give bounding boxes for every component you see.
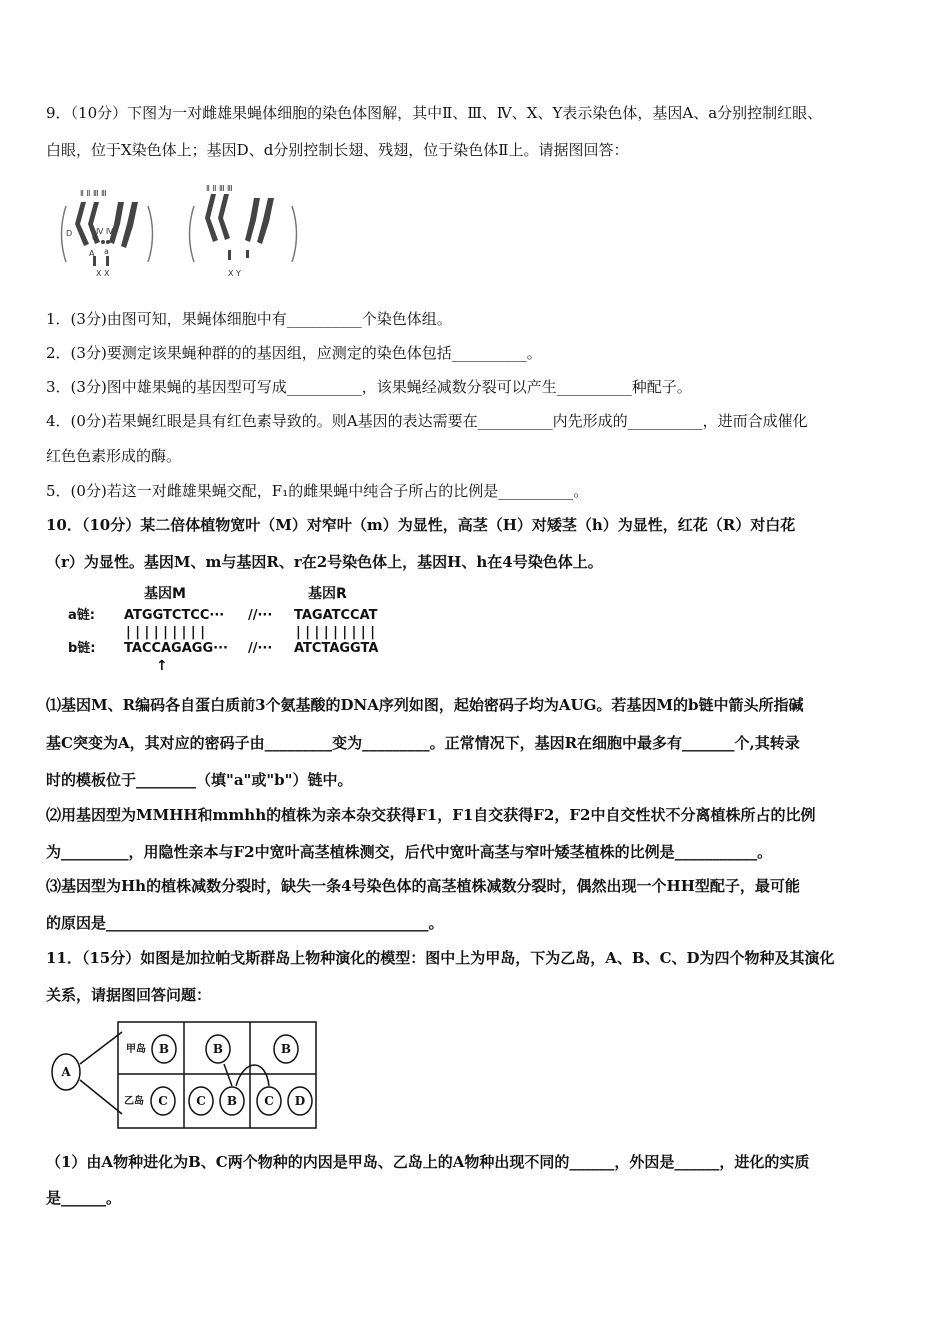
q9-sub4-line2: 红色色素形成的酶。 [46, 447, 182, 465]
chromosome-ii-1 [75, 202, 89, 246]
species-a-label: A [61, 1065, 71, 1079]
species-b-1: B [158, 1042, 170, 1056]
cell-bracket-right [148, 206, 153, 262]
female-top-label: Ⅱ Ⅱ Ⅲ Ⅲ [80, 189, 107, 198]
species-c-2: C [196, 1094, 206, 1108]
q10-p2-line1: ⑵用基因型为MMHH和mmhh的植株为亲本杂交获得F1，F1自交获得F2，F2中自交性状不分离植株所占的比例 [46, 806, 816, 824]
chromosome-figure [56, 184, 306, 284]
q10-p3-line2: 的原因是___________________________________________。 [46, 914, 444, 932]
cell-bracket-left [190, 206, 195, 262]
cell-bracket-right [292, 206, 297, 262]
q9-sub2: 2．(3分)要测定该果蝇种群的的基因组，应测定的染色体包括__________。 [46, 344, 542, 362]
species-b-3: B [280, 1042, 292, 1056]
dna-sequence-figure [66, 582, 406, 674]
gene-label-a-upper: A [89, 249, 95, 258]
mutation-arrow: ↑ [156, 658, 168, 674]
chromosome-iii-1 [109, 202, 124, 244]
q9-sub1: 1．(3分)由图可知，果蝇体细胞中有__________个染色体组。 [46, 310, 452, 328]
a-chain-left-seq: ATGGTCTCC··· [124, 608, 225, 623]
b-chain-label: b链: [68, 641, 96, 656]
male-bottom-label: X Y [228, 269, 241, 278]
q11-stem-line2: 关系，请据图回答问题： [46, 986, 212, 1004]
q11-stem-line1: 11．（15分）如图是加拉帕戈斯群岛上物种演化的模型：图中上为甲岛，下为乙岛，A、B、C、D为四个物种及其演化 [46, 949, 835, 967]
q9-sub3: 3．(3分)图中雄果蝇的基因型可写成__________，该果蝇经减数分裂可以产生__________种配子。 [46, 378, 692, 396]
q9-sub5: 5．(0分)若这一对雌雄果蝇交配，F₁的雌果蝇中纯合子所占的比例是__________。 [46, 482, 589, 500]
female-bottom-label: X X [96, 269, 110, 278]
q10-p1-line3: 时的模板位于________（填"a"或"b"）链中。 [46, 771, 353, 789]
island-jia-label: 甲岛 [126, 1044, 146, 1055]
species-d-1: D [294, 1094, 306, 1108]
island-yi-label: 乙岛 [124, 1096, 144, 1107]
a-chain-mid: //··· [248, 608, 273, 623]
chromosome-iii-2 [257, 198, 274, 244]
b-chain-mid: //··· [248, 641, 273, 656]
q10-stem-line1: 10．（10分）某二倍体植物宽叶（M）对窄叶（m）为显性，高茎（H）对矮茎（h）为显性，红花（R）对白花 [46, 516, 796, 534]
q10-p2-line2: 为_________，用隐性亲本与F2中宽叶高茎植株测交，后代中宽叶高茎与窄叶矮茎植株的比例是___________。 [46, 843, 773, 861]
b-chain-right-seq: ATCTAGGTA [294, 641, 379, 656]
b-chain-left-seq: TACCAGAGG··· [124, 641, 228, 656]
species-b-2: B [212, 1042, 224, 1056]
chromosome-y [246, 250, 249, 258]
chromosome-iv-1 [101, 240, 105, 244]
chromosome-ii-1 [205, 194, 218, 242]
q10-p1-line2: 基C突变为A，其对应的密码子由_________变为_________。正常情况下，基因R在细胞中最多有_______个,其转录 [46, 734, 800, 752]
island-evolution-figure [46, 1018, 326, 1130]
chromosome-x [228, 250, 231, 260]
gene-r-label: 基因R [308, 586, 347, 602]
gene-m-label: 基因M [144, 586, 186, 602]
base-pair-bars-left: | | | | | | | | | [126, 625, 205, 640]
q9-sub4-line1: 4．(0分)若果蝇红眼是具有红色素导致的。则A基因的表达需要在__________内先形成的__________，进而合成催化 [46, 412, 808, 430]
island-grid [118, 1022, 316, 1128]
q9-stem-line2: 白眼，位于X染色体上；基因D、d分别控制长翅、残翅，位于染色体Ⅱ上。请据图回答： [46, 141, 629, 159]
species-c-3: C [264, 1094, 274, 1108]
q10-p1-line1: ⑴基因M、R编码各自蛋白质前3个氨基酸的DNA序列如图，起始密码子均为AUG。若基因M的b链中箭头所指碱 [46, 696, 804, 714]
chromosome-iii-2 [121, 202, 138, 248]
q9-stem-line1: 9．（10分）下图为一对雌雄果蝇体细胞的染色体图解，其中Ⅱ、Ⅲ、Ⅳ、X、Y表示染色体，基因A、a分别控制红眼、 [46, 104, 823, 122]
chromosome-iii-1 [245, 198, 260, 242]
gene-label-d-lower: d [92, 233, 98, 242]
chromosome-x-2 [106, 256, 109, 266]
gene-label-d-upper: D [66, 229, 73, 238]
male-top-label: Ⅱ Ⅱ Ⅲ Ⅲ [206, 184, 233, 193]
species-c-1: C [158, 1094, 168, 1108]
chromosome-iv-2 [106, 240, 110, 244]
chromosome-iv-label: Ⅳ Ⅳ [96, 227, 114, 236]
q11-p1-line1: （1）由A物种进化为B、C两个物种的内因是甲岛、乙岛上的A物种出现不同的______，外因是______，进化的实质 [46, 1153, 810, 1171]
a-chain-label: a链: [68, 608, 95, 623]
chromosome-ii-2 [218, 194, 230, 240]
q11-p1-line2: 是______。 [46, 1189, 122, 1207]
species-b-4: B [226, 1094, 238, 1108]
gene-label-a-lower: a [104, 247, 109, 256]
q10-p3-line1: ⑶基因型为Hh的植株减数分裂时，缺失一条4号染色体的高茎植株减数分裂时，偶然出现一个HH型配子，最可能 [46, 877, 800, 895]
q10-stem-line2: （r）为显性。基因M、m与基因R、r在2号染色体上，基因H、h在4号染色体上。 [46, 553, 603, 571]
a-chain-right-seq: TAGATCCAT [294, 608, 378, 623]
base-pair-bars-right: | | | | | | | | | [296, 625, 375, 640]
